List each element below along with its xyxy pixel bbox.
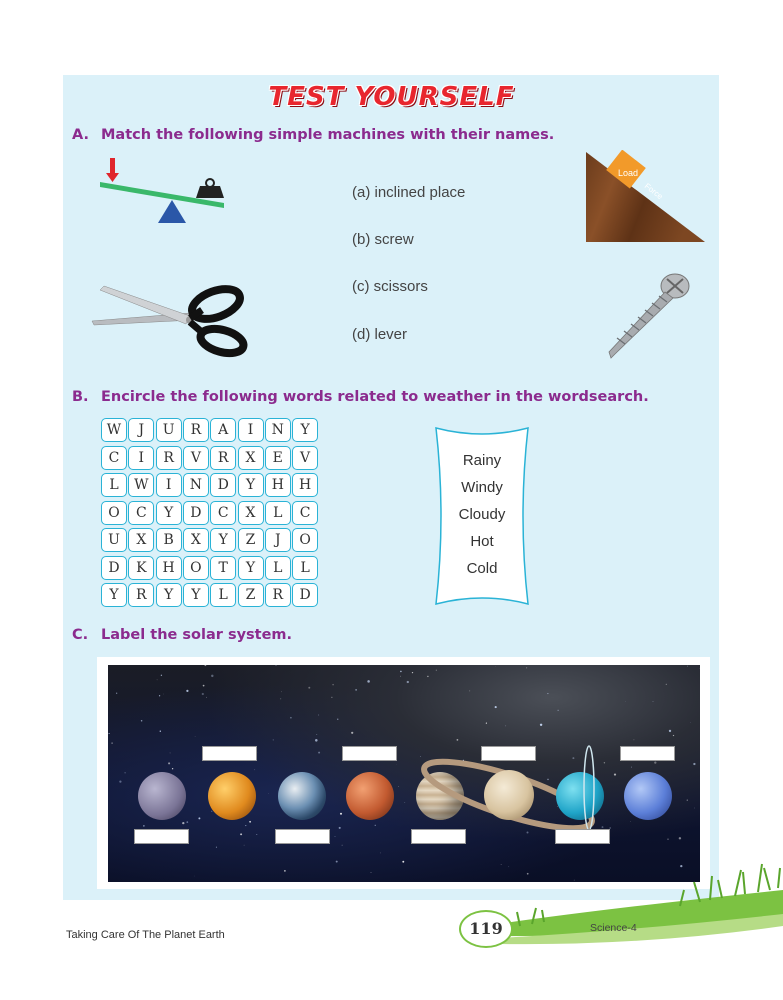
grid-cell[interactable]: X [128, 528, 154, 552]
solar-system-image [108, 665, 700, 882]
grid-cell[interactable]: X [183, 528, 209, 552]
star [331, 697, 332, 698]
neptune-planet [624, 772, 672, 820]
star [693, 763, 695, 765]
label-box-venus[interactable] [202, 746, 257, 761]
star [116, 693, 117, 694]
star [679, 837, 681, 839]
star [687, 800, 688, 801]
grid-cell[interactable]: V [183, 446, 209, 470]
grid-cell[interactable]: L [101, 473, 127, 497]
star [211, 811, 212, 812]
star [558, 710, 559, 711]
grid-cell[interactable]: C [101, 446, 127, 470]
grid-cell[interactable]: R [265, 583, 291, 607]
star [367, 680, 370, 683]
option-b: (b) screw [352, 231, 414, 248]
star [157, 679, 158, 680]
grid-cell[interactable]: D [183, 501, 209, 525]
star [337, 719, 338, 720]
section-a-letter: A. [72, 127, 89, 143]
grid-cell[interactable]: I [156, 473, 182, 497]
label-box-neptune[interactable] [620, 746, 675, 761]
force-label: Force [642, 181, 665, 202]
grid-cell[interactable]: Y [156, 583, 182, 607]
grid-cell[interactable]: R [128, 583, 154, 607]
star [630, 821, 631, 822]
saturn-planet [484, 770, 534, 820]
star [495, 706, 497, 708]
grid-cell[interactable]: O [183, 556, 209, 580]
star [172, 768, 173, 769]
grid-cell[interactable]: C [210, 501, 236, 525]
footer-chapter: Taking Care Of The Planet Earth [66, 929, 225, 941]
star [427, 676, 428, 677]
star [216, 847, 217, 848]
star [667, 839, 668, 840]
section-a-heading [72, 127, 554, 143]
star [371, 872, 372, 873]
label-box-earth[interactable] [275, 829, 330, 844]
star [119, 780, 121, 782]
star [402, 861, 404, 863]
star [280, 699, 281, 700]
grid-cell[interactable]: W [101, 418, 127, 442]
grid-cell[interactable]: O [101, 501, 127, 525]
star [205, 665, 207, 666]
star [404, 802, 405, 803]
grid-cell[interactable]: U [156, 418, 182, 442]
grid-cell[interactable]: I [238, 418, 264, 442]
star [547, 693, 548, 694]
star [284, 870, 286, 872]
star [124, 772, 125, 773]
star [141, 720, 143, 722]
page-title: TEST YOURSELF [268, 82, 515, 112]
section-a-text: Match the following simple machines with their names. [101, 127, 555, 143]
grid-cell[interactable]: B [156, 528, 182, 552]
star [540, 724, 542, 726]
word-hot: Hot [470, 533, 494, 550]
grid-cell[interactable]: R [156, 446, 182, 470]
page-number: 119 [459, 910, 513, 948]
grid-cell[interactable]: O [292, 528, 318, 552]
scissors-image [90, 278, 250, 362]
star [249, 821, 251, 823]
star [273, 739, 274, 740]
section-c-letter: C. [72, 627, 89, 643]
star [206, 697, 207, 698]
star [400, 671, 402, 673]
grid-cell[interactable]: V [292, 446, 318, 470]
star [375, 825, 376, 826]
star [653, 701, 654, 702]
grid-cell[interactable]: X [238, 501, 264, 525]
mars-planet [346, 772, 394, 820]
grid-cell[interactable]: Y [183, 583, 209, 607]
star [275, 665, 276, 666]
section-c-heading [72, 627, 292, 643]
grid-cell[interactable]: T [210, 556, 236, 580]
grid-cell[interactable]: J [128, 418, 154, 442]
word-windy: Windy [461, 479, 503, 496]
star [526, 667, 527, 668]
grid-cell[interactable]: L [210, 583, 236, 607]
star [469, 690, 470, 691]
grid-cell[interactable]: L [265, 501, 291, 525]
word-list [432, 426, 532, 606]
star [202, 693, 204, 695]
star [308, 687, 310, 689]
section-c-text: Label the solar system. [101, 627, 293, 643]
load-label: Load [618, 168, 639, 178]
star [457, 739, 459, 741]
grid-cell[interactable]: L [292, 556, 318, 580]
star [318, 714, 319, 715]
grid-cell[interactable]: N [265, 418, 291, 442]
grid-cell[interactable]: H [265, 473, 291, 497]
star [666, 684, 667, 685]
grid-cell[interactable]: Y [292, 418, 318, 442]
grid-cell[interactable]: H [292, 473, 318, 497]
option-d: (d) lever [352, 326, 408, 343]
mercury-planet [138, 772, 186, 820]
grid-cell[interactable]: D [101, 556, 127, 580]
option-a: (a) inclined place [352, 184, 466, 201]
star [335, 836, 336, 837]
star [195, 736, 196, 737]
section-b-letter: B. [72, 389, 89, 405]
venus-planet [208, 772, 256, 820]
star [245, 825, 246, 826]
screw-image [603, 268, 695, 362]
word-cloudy: Cloudy [458, 506, 506, 523]
label-box-saturn[interactable] [481, 746, 536, 761]
star [316, 734, 317, 735]
label-box-mars[interactable] [342, 746, 397, 761]
star [351, 732, 353, 734]
star [436, 670, 437, 671]
star [109, 733, 110, 734]
star [186, 821, 188, 823]
star [380, 853, 381, 854]
star [687, 666, 688, 667]
grid-cell[interactable]: D [210, 473, 236, 497]
grid-cell[interactable]: Y [238, 473, 264, 497]
star [690, 722, 691, 723]
star [340, 813, 342, 815]
star [315, 739, 318, 742]
star [255, 770, 256, 771]
star [160, 731, 161, 732]
label-box-uranus[interactable] [555, 829, 610, 844]
star [318, 752, 320, 754]
section-b-text: Encircle the following words related to weather in the wordsearch. [101, 389, 649, 405]
star [186, 690, 188, 692]
grid-cell[interactable]: Z [238, 583, 264, 607]
grid-cell[interactable]: W [128, 473, 154, 497]
star [240, 833, 242, 835]
label-box-jupiter[interactable] [411, 829, 466, 844]
star [211, 675, 213, 677]
grid-cell[interactable]: C [128, 501, 154, 525]
star [244, 845, 245, 846]
star [182, 822, 184, 824]
inclined-plane-image [584, 150, 708, 244]
star [290, 717, 292, 719]
word-cold: Cold [466, 560, 498, 577]
star [256, 834, 257, 835]
star [336, 861, 338, 863]
star [111, 742, 113, 744]
stars-layer [108, 665, 700, 882]
option-c: (c) scissors [352, 278, 428, 295]
star [694, 808, 695, 809]
star [339, 827, 341, 829]
word-rainy: Rainy [462, 452, 502, 469]
star [159, 695, 160, 696]
grid-cell[interactable]: E [265, 446, 291, 470]
lever-image [96, 156, 231, 226]
star [614, 774, 616, 776]
grid-cell[interactable]: K [128, 556, 154, 580]
grid-cell[interactable]: U [101, 528, 127, 552]
star [342, 845, 343, 846]
star [168, 762, 170, 764]
grid-cell[interactable]: D [292, 583, 318, 607]
star [654, 761, 656, 763]
section-b-heading [72, 389, 649, 405]
star [281, 691, 282, 692]
grid-cell[interactable]: L [265, 556, 291, 580]
star [332, 684, 334, 686]
star [673, 735, 674, 736]
grid-cell[interactable]: I [128, 446, 154, 470]
star [161, 675, 162, 676]
footer-subject: Science-4 [590, 922, 637, 934]
star [143, 825, 144, 826]
star [633, 739, 634, 740]
grid-cell[interactable]: J [265, 528, 291, 552]
star [669, 730, 671, 732]
grid-cell[interactable]: C [292, 501, 318, 525]
grid-cell[interactable]: R [210, 446, 236, 470]
grid-cell[interactable]: R [183, 418, 209, 442]
star [203, 685, 205, 687]
grid-cell[interactable]: N [183, 473, 209, 497]
grid-cell[interactable]: Y [156, 501, 182, 525]
grid-cell[interactable]: Y [210, 528, 236, 552]
grid-cell[interactable]: X [238, 446, 264, 470]
star [170, 752, 171, 753]
star [198, 817, 200, 819]
star [194, 876, 195, 877]
uranus-ring [574, 743, 604, 833]
grid-cell[interactable]: Y [238, 556, 264, 580]
star [400, 676, 401, 677]
label-box-mercury[interactable] [134, 829, 189, 844]
grid-cell[interactable]: A [210, 418, 236, 442]
grid-cell[interactable]: H [156, 556, 182, 580]
earth-planet [278, 772, 326, 820]
star [631, 767, 632, 768]
star [398, 786, 399, 787]
grid-cell[interactable]: Z [238, 528, 264, 552]
star [412, 672, 413, 673]
star [355, 689, 357, 691]
star [486, 723, 487, 724]
star [505, 726, 506, 727]
grid-cell[interactable]: Y [101, 583, 127, 607]
star [407, 681, 409, 683]
